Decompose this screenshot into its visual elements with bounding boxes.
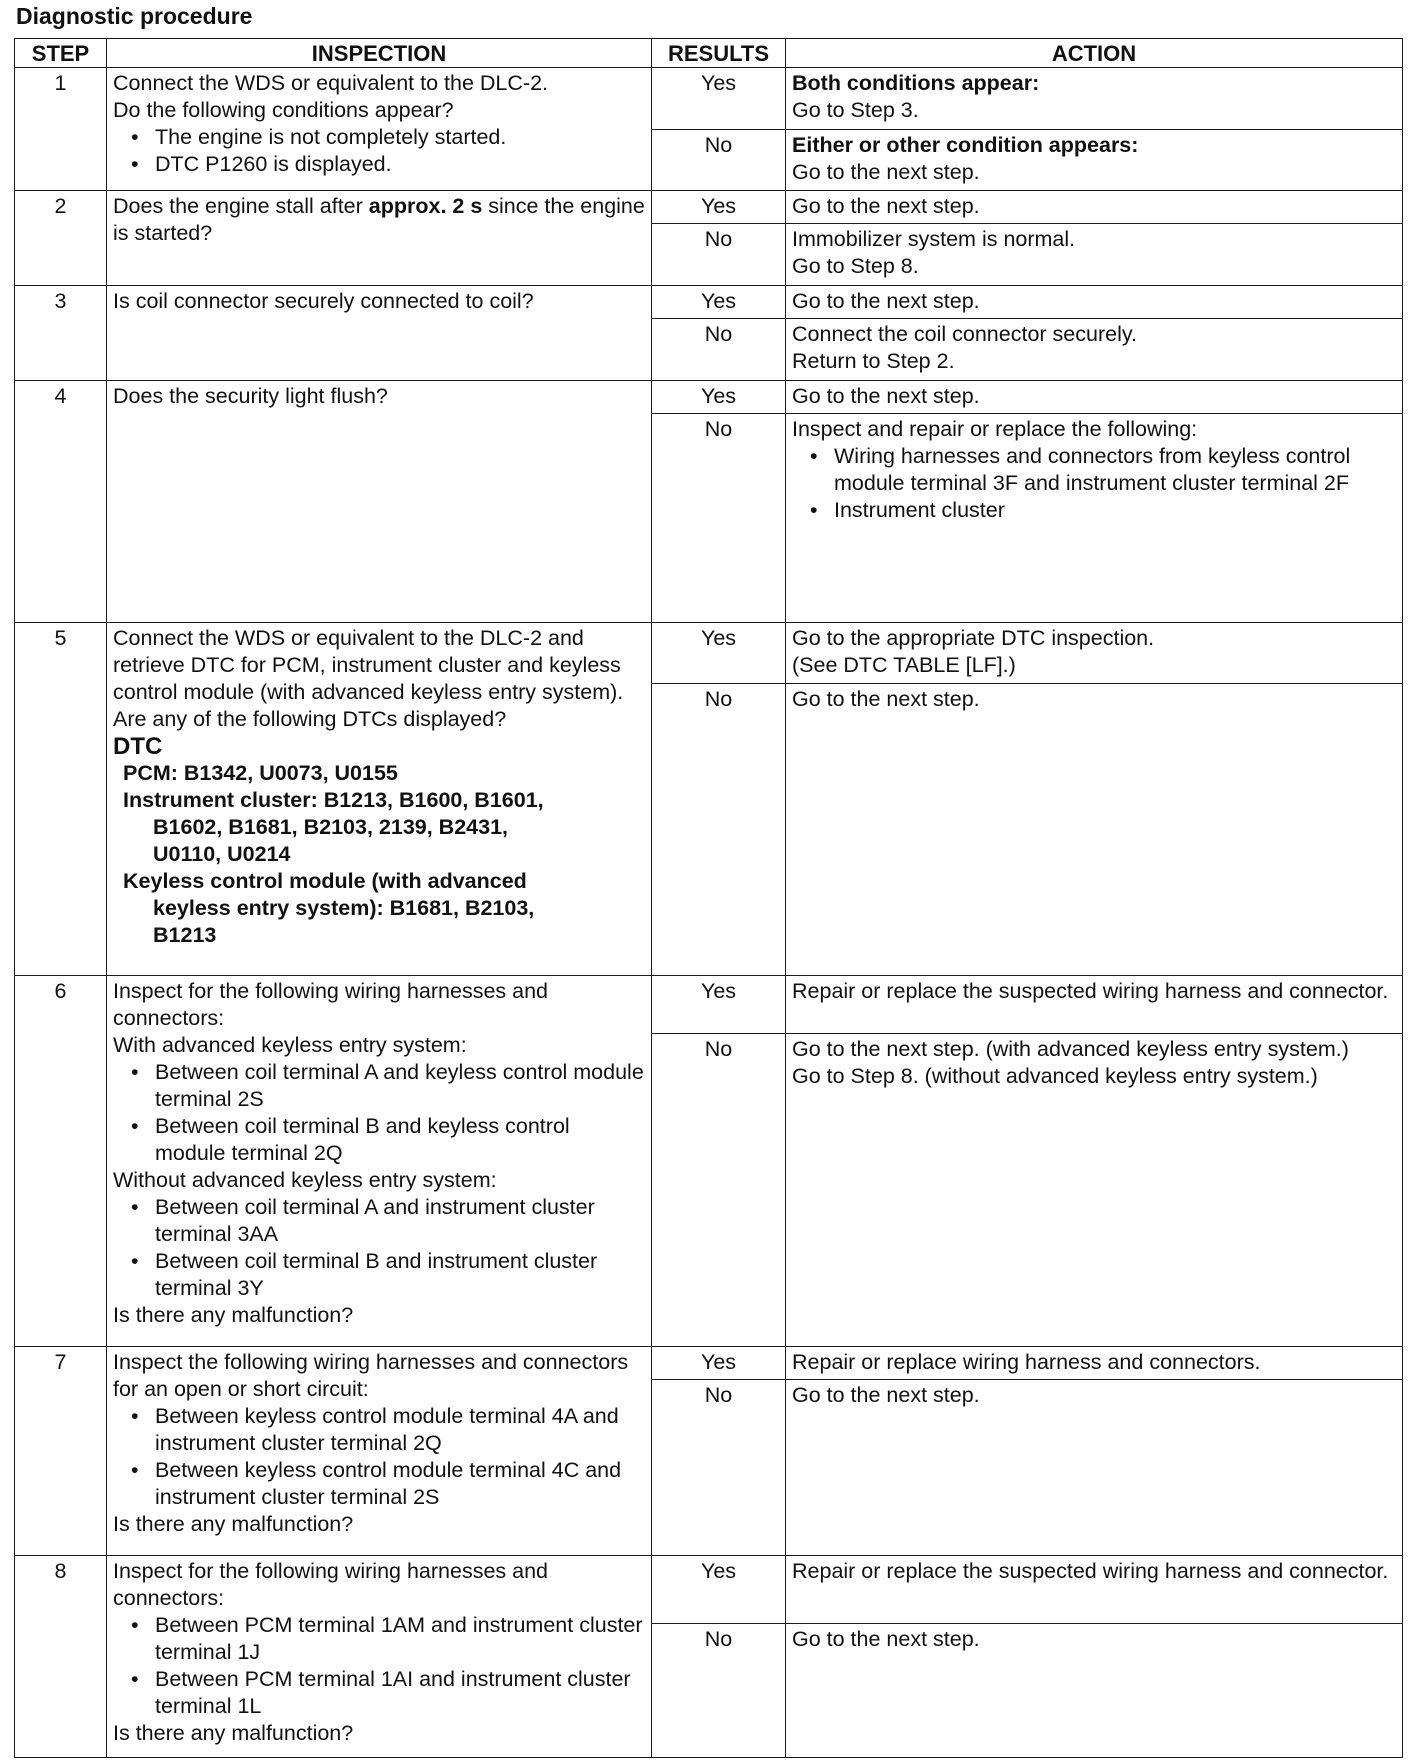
action-cell (786, 319, 1403, 381)
result-yes: Yes (652, 285, 786, 318)
header-step: STEP (15, 39, 107, 68)
bullet-item: • The engine is not completely started. (113, 124, 645, 151)
inspection-text: Inspect for the following wiring harnesses and connectors: (113, 978, 549, 1030)
header-action: ACTION (786, 39, 1403, 68)
bullet-item: • Between coil terminal A and instrument cluster terminal 3AA (113, 1194, 645, 1248)
result-yes: Yes (652, 191, 786, 224)
table-row (15, 1347, 1403, 1380)
action-text: Go to the appropriate DTC inspection. (792, 625, 1155, 650)
header-results: RESULTS (652, 39, 786, 68)
table-row (15, 975, 1403, 1033)
bullet-item: • Between PCM terminal 1AI and instrument cluster terminal 1L (113, 1666, 645, 1720)
dtc-heading: DTC (113, 732, 163, 760)
inspection-cell (107, 622, 652, 975)
action-cell: Go to the next step. (786, 684, 1403, 976)
inspection-question: Is there any malfunction? (113, 1720, 354, 1745)
dtc-keyless-control-module: B1213 (153, 922, 217, 947)
result-no: No (652, 684, 786, 976)
bullet-item: • Wiring harnesses and connectors from keyless control module terminal 3F and instrument cluster terminal 2F (792, 443, 1396, 497)
inspection-subheading: With advanced keyless entry system: (113, 1032, 467, 1057)
bullet-item: • Between coil terminal A and keyless control module terminal 2S (113, 1059, 645, 1113)
action-cell (786, 224, 1403, 286)
diagnostic-table (14, 38, 1403, 1758)
inspection-question: Is there any malfunction? (113, 1302, 354, 1327)
action-text: Go to the next step. (with advanced keyless entry system.) (792, 1037, 1349, 1062)
action-cell (786, 1034, 1403, 1347)
action-cell: Repair or replace the suspected wiring harness and connector. (786, 1555, 1403, 1623)
table-row (15, 380, 1403, 413)
action-cell (786, 68, 1403, 130)
bullet-item: • Instrument cluster (792, 497, 1396, 524)
action-cell: Go to the next step. (786, 191, 1403, 224)
action-cell: Go to the next step. (786, 1623, 1403, 1757)
result-yes: Yes (652, 1347, 786, 1380)
dtc-pcm: PCM: B1342, U0073, U0155 (123, 760, 398, 785)
inspection-text: Connect the WDS or equivalent to the DLC-2 and retrieve DTC for PCM, instrument cluster and keyless control module (with advanced keyless entry system). (113, 625, 624, 704)
dtc-keyless-control-module: keyless entry system): B1681, B2103, (153, 895, 535, 920)
action-cell: Go to the next step. (786, 285, 1403, 318)
action-cell (786, 622, 1403, 684)
action-text: Go to Step 3. (792, 98, 919, 122)
action-text: Inspect and repair or replace the following: (792, 417, 1198, 442)
inspection-cell: Is coil connector securely connected to coil? (107, 285, 652, 380)
inspection-question: Are any of the following DTCs displayed? (113, 706, 507, 731)
table-row (15, 285, 1403, 318)
inspection-question: Is there any malfunction? (113, 1512, 354, 1537)
bullet-item: • Between coil terminal B and instrument cluster terminal 3Y (113, 1248, 645, 1302)
table-row (15, 68, 1403, 130)
table-row (15, 191, 1403, 224)
inspection-cell: Does the security light flush? (107, 380, 652, 622)
action-text: Go to the next step. (792, 159, 980, 184)
inspection-text: Does the engine stall after (113, 194, 369, 218)
result-yes: Yes (652, 68, 786, 130)
result-no: No (652, 1380, 786, 1555)
step-number: 5 (15, 622, 107, 975)
result-no: No (652, 1623, 786, 1757)
result-yes: Yes (652, 380, 786, 413)
action-cell: Go to the next step. (786, 1380, 1403, 1555)
inspection-text: Inspect for the following wiring harnesses and connectors: (113, 1558, 549, 1610)
inspection-text: Do the following conditions appear? (113, 98, 454, 122)
page-title: Diagnostic procedure (16, 3, 253, 29)
header-row (15, 39, 1403, 68)
step-number: 1 (15, 68, 107, 191)
inspection-cell (107, 975, 652, 1346)
inspection-text: Inspect the following wiring harnesses and connectors for an open or short circuit: (113, 1350, 629, 1402)
action-text: Go to Step 8. (792, 254, 919, 279)
step-number: 8 (15, 1555, 107, 1757)
result-no: No (652, 1034, 786, 1347)
inspection-cell (107, 1555, 652, 1757)
inspection-subheading: Without advanced keyless entry system: (113, 1167, 497, 1192)
inspection-cell (107, 1347, 652, 1556)
action-text: Connect the coil connector securely. (792, 322, 1137, 347)
result-no: No (652, 414, 786, 623)
step-number: 2 (15, 191, 107, 286)
step-number: 3 (15, 285, 107, 380)
action-text: Immobilizer system is normal. (792, 227, 1076, 252)
result-no: No (652, 224, 786, 286)
result-yes: Yes (652, 622, 786, 684)
result-yes: Yes (652, 975, 786, 1033)
result-no: No (652, 129, 786, 191)
action-bold: Either or other condition appears: (792, 132, 1139, 157)
action-cell: Repair or replace wiring harness and connectors. (786, 1347, 1403, 1380)
dtc-keyless-control-module: Keyless control module (with advanced (123, 868, 527, 893)
inspection-text: Connect the WDS or equivalent to the DLC-2. (113, 71, 548, 95)
inspection-text: since the engine is started? (113, 194, 645, 245)
table-row (15, 1555, 1403, 1623)
bullet-item: • Between PCM terminal 1AM and instrument cluster terminal 1J (113, 1612, 645, 1666)
action-text: Go to Step 8. (without advanced keyless entry system.) (792, 1064, 1318, 1089)
header-inspection: INSPECTION (107, 39, 652, 68)
action-cell: Repair or replace the suspected wiring harness and connector. (786, 975, 1403, 1033)
action-cell: Go to the next step. (786, 380, 1403, 413)
action-bold: Both conditions appear: (792, 71, 1040, 95)
action-cell (786, 129, 1403, 191)
step-number: 6 (15, 975, 107, 1346)
dtc-instrument-cluster: U0110, U0214 (153, 841, 291, 866)
action-text: Return to Step 2. (792, 349, 955, 374)
action-cell (786, 414, 1403, 623)
action-text: (See DTC TABLE [LF].) (792, 652, 1016, 677)
table-row (15, 622, 1403, 684)
inspection-cell (107, 68, 652, 191)
result-yes: Yes (652, 1555, 786, 1623)
bullet-item: • Between keyless control module terminal 4A and instrument cluster terminal 2Q (113, 1403, 645, 1457)
result-no: No (652, 319, 786, 381)
step-number: 4 (15, 380, 107, 622)
bullet-item: • DTC P1260 is displayed. (113, 151, 645, 178)
inspection-bold: approx. 2 s (368, 194, 483, 218)
step-number: 7 (15, 1347, 107, 1556)
bullet-item: • Between keyless control module terminal 4C and instrument cluster terminal 2S (113, 1457, 645, 1511)
dtc-instrument-cluster: Instrument cluster: B1213, B1600, B1601, (123, 787, 544, 812)
dtc-instrument-cluster: B1602, B1681, B2103, 2139, B2431, (153, 814, 509, 839)
bullet-item: • Between coil terminal B and keyless control module terminal 2Q (113, 1113, 645, 1167)
inspection-cell (107, 191, 652, 286)
